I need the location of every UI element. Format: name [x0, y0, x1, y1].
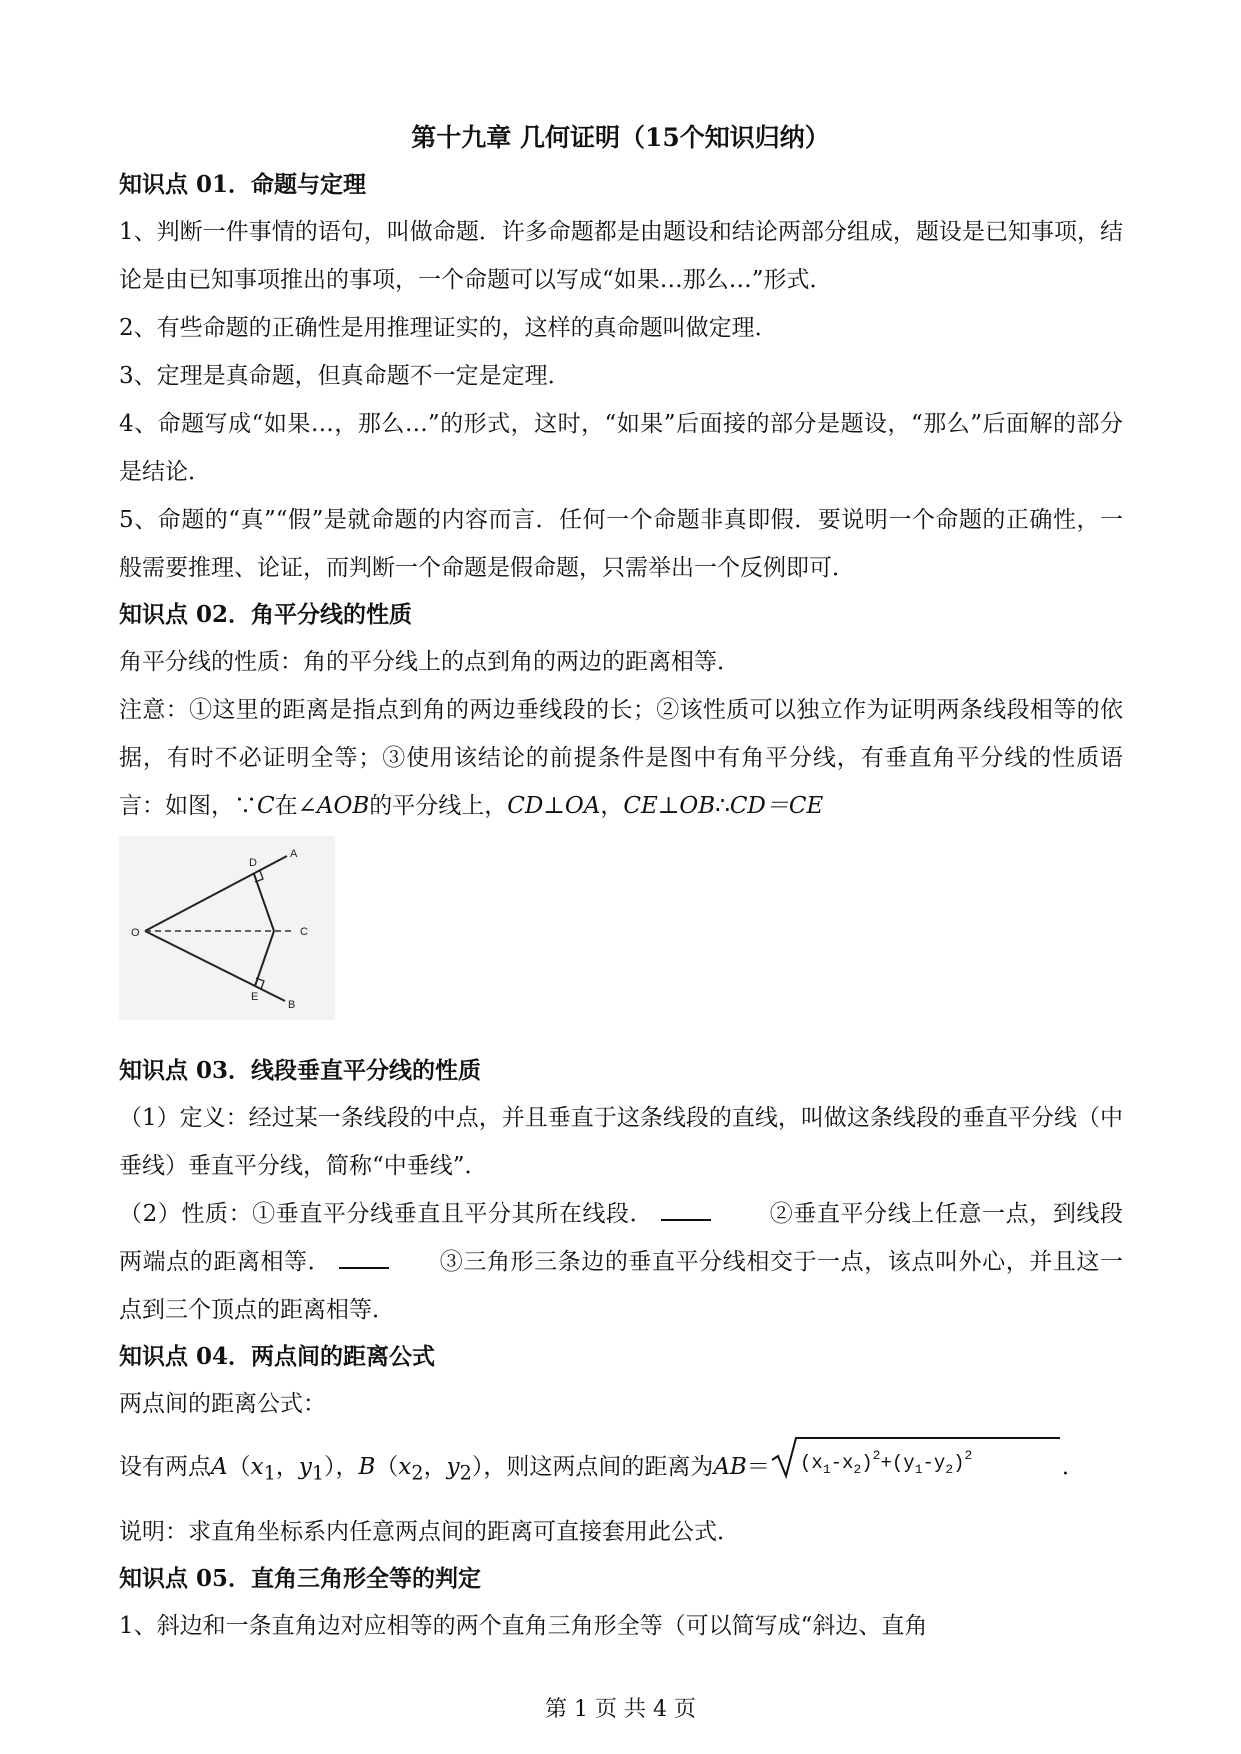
cd-perp-oa: CD⊥OA [507, 793, 601, 819]
paragraph-1-3: 3、定理是真命题，但真命题不一定是定理． [119, 363, 571, 389]
property-1: （2）性质：①垂直平分线垂直且平分其所在线段． [119, 1201, 654, 1227]
page-title: 第十九章 几何证明（15个知识归纳） [411, 123, 830, 152]
in-angle-text: 在∠ [274, 793, 317, 819]
fill-blank-1 [661, 1197, 711, 1221]
property-3: ③三角形三条边的垂直平分线相交于一点，该点叫外心，并且这一点到三个顶点的距离相等． [119, 1249, 1124, 1323]
formula-lead: 设有两点 [119, 1454, 211, 1480]
formula-end: ． [1061, 1454, 1085, 1480]
label-c: C [300, 926, 308, 938]
label-o: O [131, 927, 140, 939]
sqrt-formula [770, 1434, 1062, 1480]
paragraph-1-1: 1、判断一件事情的语句，叫做命题．许多命题都是由题设和结论两部分组成，题设是已知事项，结论是由已知事项推出的事项，一个命题可以写成“如果…那么…”形式． [119, 219, 1123, 293]
coord-y1: y [298, 1454, 312, 1480]
document-body [119, 162, 1123, 1650]
segment-ab: AB [713, 1454, 747, 1480]
paragraph-4-note: 说明：求直角坐标系内任意两点间的距离可直接套用此公式． [119, 1518, 740, 1545]
sub-x2: 2 [411, 1461, 424, 1485]
bisector-text: 的平分线上， [369, 793, 508, 819]
coord-x2: x [398, 1454, 412, 1480]
section-heading-2: 知识点 02．角平分线的性质 [119, 601, 413, 628]
ce-perp-ob: CE⊥OB [623, 793, 716, 819]
label-e: E [251, 991, 259, 1003]
because-symbol: ∵ [234, 793, 257, 819]
paragraph-3-definition: （1）定义：经过某一条线段的中点，并且垂直于这条线段的直线，叫做这条线段的垂直平分线（中垂线）垂直平分线，简称“中垂线”． [119, 1105, 1123, 1179]
comma: ， [600, 793, 624, 819]
sub-y1: 1 [311, 1461, 325, 1485]
paragraph-4-1: 两点间的距离公式： [119, 1391, 326, 1417]
section-heading-4: 知识点 04．两点间的距离公式 [119, 1343, 436, 1370]
label-b: B [288, 999, 296, 1011]
angle-bisector-figure [119, 836, 335, 1020]
distance-formula-line: 设有两点$A(x_1$，$y_1$），$B(x_2$，$y_2$），则这两点间的距离为AB＝ $(x_1-x_2)^2+(y_1-y_2)^2$ ． [119, 1434, 1123, 1504]
equals-sign: ＝ [746, 1454, 770, 1480]
cd-equals-ce: CD＝CE [729, 793, 824, 819]
sub-y2: 2 [459, 1461, 472, 1485]
svg-text:(x1-x2)2+(y1-y2)2: $(x_1-x_2)^2+(y_1-y_2)^2$ [799, 1448, 973, 1477]
section-heading-5: 知识点 05．直角三角形全等的判定 [119, 1564, 482, 1592]
section-heading-3: 知识点 03．线段垂直平分线的性质 [119, 1057, 482, 1084]
coord-x1: x [250, 1454, 264, 1480]
note-text: 注意：①这里的距离是指点到角的两边垂线段的长；②该性质可以独立作为证明两条线段相等的依据，有时不必证明全等；③使用该结论的前提条件是图中有角平分线，有垂直角平分线的性质语言：如图， [119, 697, 1123, 819]
paragraph-2-note [119, 686, 1123, 830]
point-c: C [257, 793, 275, 819]
page-footer: 第 1 页 共 4 页 [545, 1697, 696, 1722]
paragraph-1-4: 4、命题写成“如果…，那么…”的形式，这时，“如果”后面接的部分是题设，“那么”后面解的部分是结论． [119, 411, 1123, 485]
sub-x1: 1 [263, 1461, 276, 1485]
paragraph-1-2: 2、有些命题的正确性是用推理证实的，这样的真命题叫做定理． [119, 315, 778, 341]
paragraph-2-1: 角平分线的性质：角的平分线上的点到角的两边的距离相等． [119, 649, 740, 675]
point-b: B [358, 1454, 376, 1480]
paragraph-5-1: 1、斜边和一条直角边对应相等的两个直角三角形全等（可以简写成“斜边、直角 [119, 1612, 928, 1639]
fill-blank-2 [339, 1245, 389, 1269]
angle-aob: AOB [316, 793, 370, 819]
paragraph-1-5: 5、命题的“真”“假”是就命题的内容而言．任何一个命题非真即假．要说明一个命题的正确性，一般需要推理、论证，而判断一个命题是假命题，只需举出一个反例即可． [119, 507, 1123, 581]
formula-mid: ，则这两点间的距离为 [483, 1454, 714, 1480]
therefore-symbol: ∴ [715, 793, 730, 819]
property-2: ②垂直平分线上任意一点，到线段两端点的距离相等． [119, 1201, 1123, 1275]
paragraph-3-property [119, 1190, 1123, 1334]
point-a: A [211, 1454, 228, 1480]
section-heading-1: 知识点 01．命题与定理 [119, 171, 367, 198]
label-d: D [249, 857, 257, 869]
label-a: A [290, 848, 298, 860]
coord-y2: y [446, 1454, 460, 1480]
